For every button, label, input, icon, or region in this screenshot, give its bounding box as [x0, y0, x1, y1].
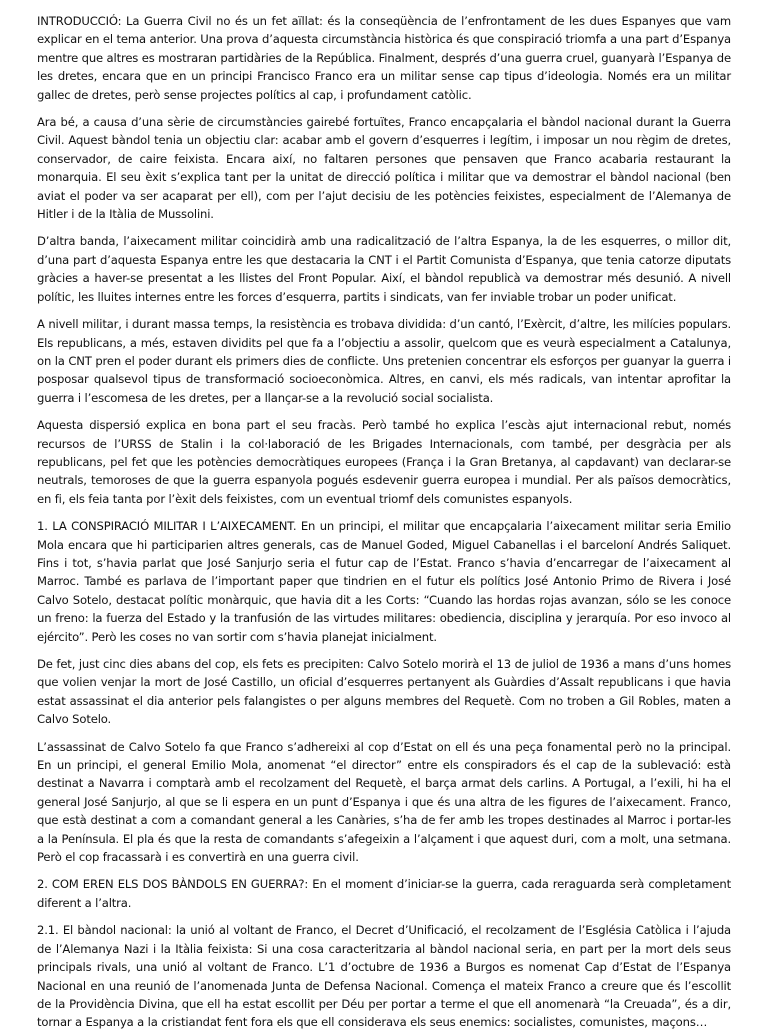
paragraph-text: Aquesta dispersió explica en bona part el seu fracàs. Però també ho explica l’escàs ajut internacional rebut, només recursos de l’URSS de Stalin i la col·laboració de les Brigades Internacionals, com també, per desgràcia per als republicans, pel fet que les potències democràtiques europees (França i la Gran Bretanya, al capdavant) van declarar-se neutrals, temoroses de que la guerra espanyola pogués esdevenir guerra europea i mundial. Per als països democràtics, en fi, els feia tanta por l’èxit dels feixistes, com un eventual triomf dels comunistes espanyols.	[37, 418, 731, 506]
paragraph-text: En el moment d’iniciar-se la guerra, cada reraguarda serà completament diferent a l’altra.	[37, 877, 731, 910]
section-heading-introduccio: INTRODUCCIÓ:	[37, 14, 122, 28]
paragraph-text: En un principi, el militar que encapçalaria l’aixecament militar seria Emilio Mola encara que hi participarien altres generals, cas de Manuel Goded, Miguel Cabanellas i el barceloní Andrés Saliquet. Fins i tot, s’havia parlat que José Sanjurjo seria el futur cap de l’Estat. Franco s’havia d’encarregar de l’aixecament al Marroc. També es parlava de l’important paper que tindrien en el futur els polítics José Antonio Primo de Rivera i José Calvo Sotelo, destacat polític monàrquic, que havia dit a les Corts: “Cuando las hordas rojas avanzan, sólo se les conoce un freno: la fuerza del Estado y la tranfusión de las virtudes militares: obediencia, disciplina y jerarquía. Por eso invoco al ejército”. Però les coses no van sortir com s’havia planejat inicialment.	[37, 519, 732, 644]
section-heading-dos-bandols: 2. COM EREN ELS DOS BÀNDOLS EN GUERRA?:	[37, 877, 309, 892]
paragraph-dos-bandols	[37, 875, 731, 912]
paragraph-text: Ara bé, a causa d’una sèrie de circumstàncies gairebé fortuïtes, Franco encapçalaria el bàndol nacional durant la Guerra Civil. Aquest bàndol tenia un objectiu clar: acabar amb el govern d’esquerres i legítim, i imposar un nou règim de dretes, conservador, de caire feixista. Encara així, no faltaren persones que pensaven que Franco acabaria restaurant la monarquia. El seu èxit s’explica tant per la unitat de direcció política i militar que va demostrar el bàndol nacional (ben aviat el poder va ser acaparat per ell), com per l’ajut decisiu de les potències feixistes, especialment de l’Alemanya de Hitler i de la Itàlia de Mussolini.	[37, 115, 731, 222]
paragraph-bandol-nacional	[37, 921, 731, 1031]
paragraph-text: D’altra banda, l’aixecament militar coincidirà amb una radicalització de l’altra Espanya, la de les esquerres, o millor dit, d’una part d’aquesta Espanya entre les que destacaria la CNT i el Partit Comunista d’Espanya, que tenia catorze diputats gràcies a haver-se presentat a les llistes del Front Popular. Així, el bàndol republicà va demostrar més desunió. A nivell polític, les lluites internes entre les forces d’esquerra, partits i sindicats, van fer inviable trobar un poder unificat.	[37, 234, 731, 304]
paragraph-text: La Guerra Civil no és un fet aïllat: és la conseqüència de l’enfrontament de les dues Espanyes que vam explicar en el tema anterior. Una prova d’aquesta circumstància històrica és que conspiració triomfa a una part d’Espanya mentre que altres es mostraran partidàries de la República. Finalment, després d’una guerra cruel, guanyarà l’Espanya de les dretes, encara que en un principi Francisco Franco era un militar sense cap tipus d’ideologia. Només era un militar gallec de dretes, però sense projectes polítics al cap, i profundament catòlic.	[37, 14, 731, 102]
paragraph-text: la unió al voltant de Franco, el Decret d’Unificació, el recolzament de l’Església Catòlica i l’ajuda de l’Alemanya Nazi i la Itàlia feixista: Si una cosa caracteritzaria al bàndol nacional seria, en part per la mort dels seus principals rivals, una unió al voltant de Franco. L’1 d’octubre de 1936 a Burgos es nomenat Cap d’Estat de l’Espanya Nacional en una reunió de l’anomenada Junta de Defensa Nacional. Comença el mateix Franco a creure que és l’escollit de la Providència Divina, que ell ha estat escollit per Déu per portar a terme el que ell anomenarà “la Creuada”, és a dir, tornar a Espanya a la cristiandat fent fora els que ell considerava els seus enemics: socialistes, comunistes, maçons…	[37, 923, 731, 1030]
paragraph-text: L’assassinat de Calvo Sotelo fa que Franco s’adhereixi al cop d’Estat on ell és una peça fonamental però no la principal. En un principi, el general Emilio Mola, anomenat “el director” entre els conspiradors és el cap de la sublevació: està destinat a Navarra i comptarà amb el recolzament del Requetè, el barça armat dels carlins. A Portugal, a l’exili, hi ha el general José Sanjurjo, al que se li espera en un punt d’Espanya i que és una altra de les figures de l’aixecament. Franco, que està destinat a com a comandant general a les Canàries, s’ha de fer amb les tropes destinades al Marroc i portar-les a la Península. El pla és que la resta de comandants s’afegeixin a l’alçament i que aquest duri, com a molt, una setmana. Però el cop fracassarà i es convertirà en una guerra civil.	[37, 739, 731, 865]
paragraph-nivell-militar	[37, 315, 731, 407]
section-heading-bandol-nacional: 2.1. El bàndol nacional:	[37, 923, 172, 938]
paragraph-conspiracio-militar	[37, 517, 731, 646]
paragraph-text: De fet, just cinc dies abans del cop, els fets es precipiten: Calvo Sotelo morirà el 13 de juliol de 1936 a mans d’uns homes que volien venjar la mort de José Castillo, un oficial d’esquerres pertanyent als Guàrdies d’Assalt republicans i que havia estat assassinat el dia anterior pels falangistes o per alguns membres del Requetè. Com no troben a Gil Robles, maten a Calvo Sotelo.	[37, 657, 731, 727]
paragraph-dispersio	[37, 416, 731, 508]
paragraph-assassinat	[37, 738, 731, 867]
paragraph-calvo-sotelo	[37, 655, 731, 729]
paragraph-radicalitzacio-esquerres	[37, 232, 731, 306]
paragraph-introduccio	[37, 12, 731, 104]
paragraph-franco-bandol-nacional	[37, 113, 731, 223]
section-heading-conspiracio: 1. LA CONSPIRACIÓ MILITAR I L’AIXECAMENT.	[37, 519, 297, 534]
paragraph-text: A nivell militar, i durant massa temps, la resistència es trobava dividida: d’un cantó, l’Exèrcit, d’altre, les milícies populars. Els republicans, a més, estaven dividits pel que fa a l’objectiu a assolir, quelcom que es veurà especialment a Catalunya, on la CNT pren el poder durant els primers dies de conflicte. Uns pretenien concentrar els esforços per guanyar la guerra i posposar qualsevol tipus de transformació socioeconòmica. Altres, en canvi, els més radicals, van intentar aprofitar la guerra i l’escomesa de les dretes, per a llançar-se a la revolució social socialista.	[37, 317, 731, 405]
